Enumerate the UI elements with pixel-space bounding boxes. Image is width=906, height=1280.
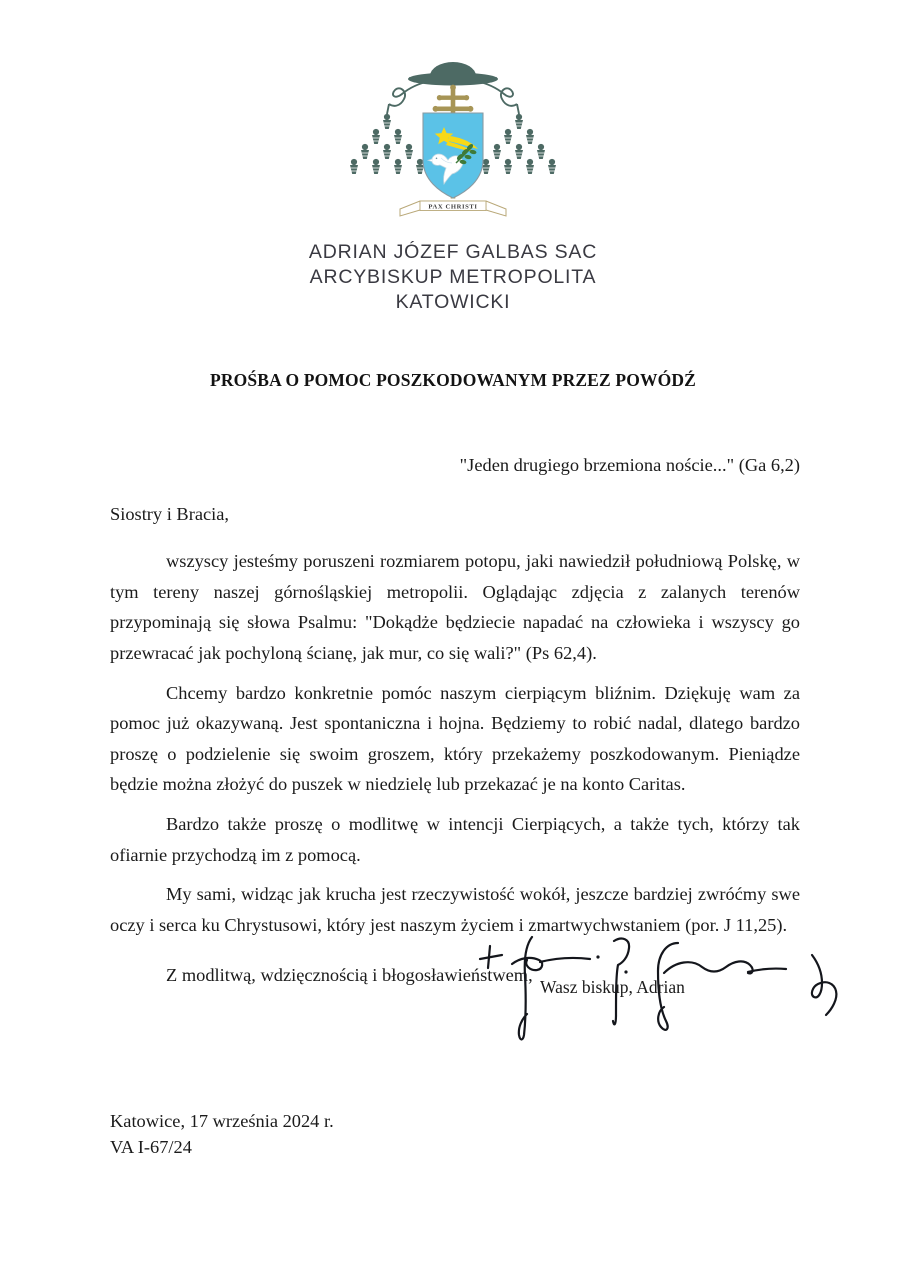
document-footer (110, 1108, 334, 1160)
motto-scroll (400, 201, 506, 216)
letterhead-line-see: KATOWICKI (395, 291, 511, 313)
paragraph-4: My sami, widząc jak krucha jest rzeczywistość wokół, jeszcze bardziej zwróćmy swe oczy i serca ku Chrystusowi, który jest naszym życiem i zmartwychwstaniem (por. J 11,25). (110, 884, 800, 935)
letterhead (0, 240, 906, 315)
salutation: Siostry i Bracia, (110, 503, 230, 524)
signature-caption: Wasz biskup, Adrian (540, 977, 685, 997)
motto-text: PAX CHRISTI (428, 203, 478, 211)
paragraph-3: Bardzo także proszę o modlitwę w intencji Cierpiących, a także tych, którzy tak ofiarnie przychodzą im z pomocą. (110, 813, 800, 865)
paragraph-2: Chcemy bardzo konkretnie pomóc naszym cierpiącym bliźnim. Dziękuję wam za pomoc już okazywaną. Jest spontaniczna i hojna. Będziemy to robić nadal, dlatego bardzo proszę o podzielenie się swoim groszem, który przekażemy poszkodowanym. Pieniądze będzie można złożyć do puszek w niedzielę lub przekazać je na konto Caritas. (110, 682, 800, 795)
closing-line: Z modlitwą, wdzięcznością i błogosławieństwem, (166, 965, 533, 986)
shield-icon (423, 113, 483, 198)
paragraph-1: wszyscy jesteśmy poruszeni rozmiarem potopu, jaki nawiedził południową Polskę, w tym tereny naszej górnośląskiej metropolii. Oglądając zdjęcia z zalanych terenów przypominają się słowa Psalmu: "Dokądże będziecie napadać na człowieka i wszyscy go przewracać jak pochyloną ścianę, jak mur, co się wali?" (Ps 62,4). (110, 551, 800, 663)
epigraph: "Jeden drugiego brzemiona noście..." (Ga 6,2) (459, 455, 800, 475)
letterhead-line-office: ARCYBISKUP METROPOLITA (309, 266, 597, 288)
place-and-date: Katowice, 17 września 2024 r. (110, 1111, 334, 1131)
tassels-left-icon (350, 114, 424, 174)
letterhead-line-name: ADRIAN JÓZEF GALBAS SAC (308, 241, 598, 263)
coat-of-arms (0, 62, 906, 230)
coat-of-arms-icon (338, 62, 568, 230)
galero-icon (408, 62, 498, 86)
letter-body (110, 450, 800, 991)
reference-number: VA I-67/24 (110, 1137, 192, 1157)
page-title: PROŚBA O POMOC POSZKODOWANYM PRZEZ POWÓDŹ (210, 370, 696, 390)
tassels-right-icon (482, 114, 556, 174)
signature-block (430, 915, 860, 1055)
